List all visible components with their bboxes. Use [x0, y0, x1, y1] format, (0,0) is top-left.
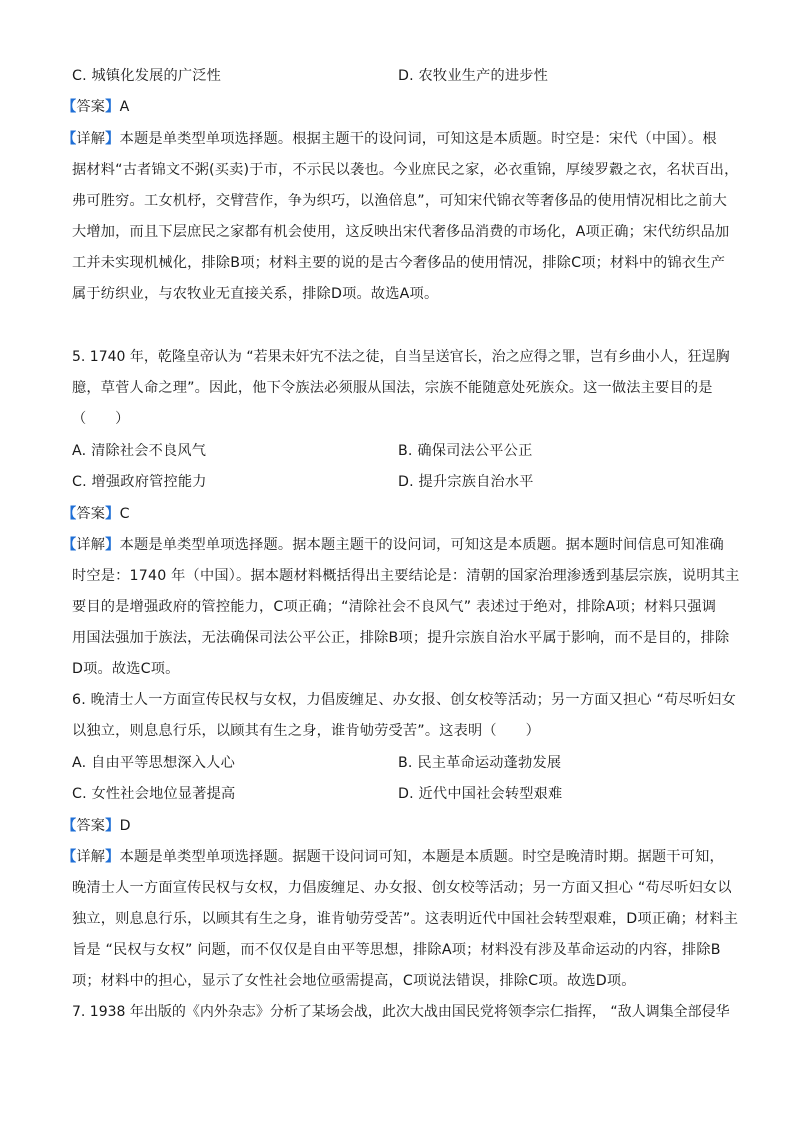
answer-bracket-close: 】: [105, 818, 120, 834]
answer-value: D: [119, 818, 131, 834]
detail-line: 要目的是增强政府的管控能力，C项正确；“清除社会不良风气” 表述过于绝对，排除A项；材料只强调: [72, 599, 717, 615]
detail-line: 独立，则息息行乐，以顾其有生之身，谁肯劬劳受苦”。这表明近代中国社会转型艰难，D项正确；材料主: [72, 911, 739, 927]
detail-bracket-open: 【: [62, 131, 77, 147]
question-stem: 以独立，则息息行乐，以顾其有生之身，谁肯劬劳受苦”。这表明（ ）: [72, 723, 540, 739]
detail-line: 弗可胜穷。工女机杼，交臂营作，争为织巧，以渔倍息”，可知宋代锦衣等奢侈品的使用情况相比之前大: [72, 193, 727, 209]
detail-text: 本题是单类型单项选择题。据题干设问词可知，本题是本质题。时空是晚清时期。据题干可知，: [119, 849, 724, 865]
detail-line: 用国法强加于族法，无法确保司法公平公正，排除B项；提升宗族自治水平属于影响，而不是目的，排除: [72, 630, 730, 646]
detail-line: 据材料“古者锦文不粥(买卖)于市，不示民以袭也。今业庶民之家，必衣重锦，厚绫罗縠之衣，名状百出，: [72, 162, 739, 178]
detail-line: [62, 535, 724, 555]
answer-bracket-open: 【: [62, 818, 77, 834]
answer-tag: 答案: [76, 506, 106, 522]
detail-line: 晚清士人一方面宣传民权与女权，力倡废缠足、办女报、创女校等活动；另一方面又担心 “苟尽听妇女以: [72, 880, 732, 896]
question-stem: 6. 晚清士人一方面宣传民权与女权，力倡废缠足、办女报、创女校等活动；另一方面又担心 “苟尽听妇女: [72, 692, 736, 708]
answer-row: [62, 97, 129, 117]
detail-bracket-open: 【: [62, 849, 77, 865]
question-stem: 5. 1740 年，乾隆皇帝认为 “若果未奸宄不法之徒，自当呈送官长，治之应得之罪，岂有乡曲小人，狂逞胸: [72, 349, 730, 365]
question-stem: （ ）: [72, 411, 130, 427]
answer-value: A: [119, 99, 130, 115]
option-d: D. 提升宗族自治水平: [398, 474, 534, 490]
detail-bracket-close: 】: [105, 849, 120, 865]
answer-row: [62, 504, 130, 524]
detail-tag: 详解: [76, 131, 106, 147]
option-b: B. 民主革命运动蓬勃发展: [398, 755, 562, 771]
option-c: C. 增强政府管控能力: [72, 474, 207, 490]
answer-row: [62, 816, 131, 836]
detail-line: 工并未实现机械化，排除B项；材料主要的说的是古今奢侈品的使用情况，排除C项；材料中的锦衣生产: [72, 255, 726, 271]
detail-line: 大增加，而且下层庶民之家都有机会使用，这反映出宋代奢侈品消费的市场化，A项正确；宋代纺织品加: [72, 224, 730, 240]
answer-tag: 答案: [76, 818, 106, 834]
detail-text: 本题是单类型单项选择题。据本题主题干的设问词，可知这是本质题。据本题时间信息可知准确: [119, 537, 724, 553]
answer-tag: 答案: [76, 99, 106, 115]
detail-line: 时空是：1740 年（中国）。据本题材料概括得出主要结论是：清朝的国家治理渗透到基层宗族，说明其主: [72, 568, 740, 584]
answer-bracket-open: 【: [62, 99, 77, 115]
detail-bracket-close: 】: [105, 131, 120, 147]
question-stem: 臆，草菅人命之理”。因此，他下令族法必须服从国法，宗族不能随意处死族众。这一做法主要目的是: [72, 380, 713, 396]
answer-bracket-open: 【: [62, 506, 77, 522]
detail-line: 属于纺织业，与农牧业无直接关系，排除D项。故选A项。: [72, 286, 439, 302]
option-d: D. 农牧业生产的进步性: [398, 68, 549, 84]
option-a: A. 清除社会不良风气: [72, 443, 207, 459]
option-c: C. 女性社会地位显著提高: [72, 786, 236, 802]
detail-line: 项；材料中的担心，显示了女性社会地位亟需提高，C项说法错误，排除C项。故选D项。: [72, 973, 636, 989]
detail-tag: 详解: [76, 537, 106, 553]
detail-line: D项。故选C项。: [72, 661, 180, 677]
option-c: C. 城镇化发展的广泛性: [72, 68, 222, 84]
option-a: A. 自由平等思想深入人心: [72, 755, 235, 771]
detail-line: [62, 847, 724, 867]
detail-tag: 详解: [76, 849, 106, 865]
answer-bracket-close: 】: [105, 99, 120, 115]
detail-bracket-open: 【: [62, 537, 77, 553]
question-stem: 7. 1938 年出版的《内外杂志》分析了某场会战，此次大战由国民党将领李宗仁指挥， “敌人调集全部侵华: [72, 1004, 730, 1020]
detail-text: 本题是单类型单项选择题。根据主题干的设问词，可知这是本质题。时空是：宋代（中国）。根: [119, 131, 717, 147]
detail-line: 旨是 “民权与女权” 问题，而不仅仅是自由平等思想，排除A项；材料没有涉及革命运动的内容，排除B: [72, 942, 721, 958]
answer-value: C: [119, 506, 130, 522]
option-b: B. 确保司法公平公正: [398, 443, 533, 459]
detail-line: [62, 129, 717, 149]
option-d: D. 近代中国社会转型艰难: [398, 786, 563, 802]
detail-bracket-close: 】: [105, 537, 120, 553]
answer-bracket-close: 】: [105, 506, 120, 522]
